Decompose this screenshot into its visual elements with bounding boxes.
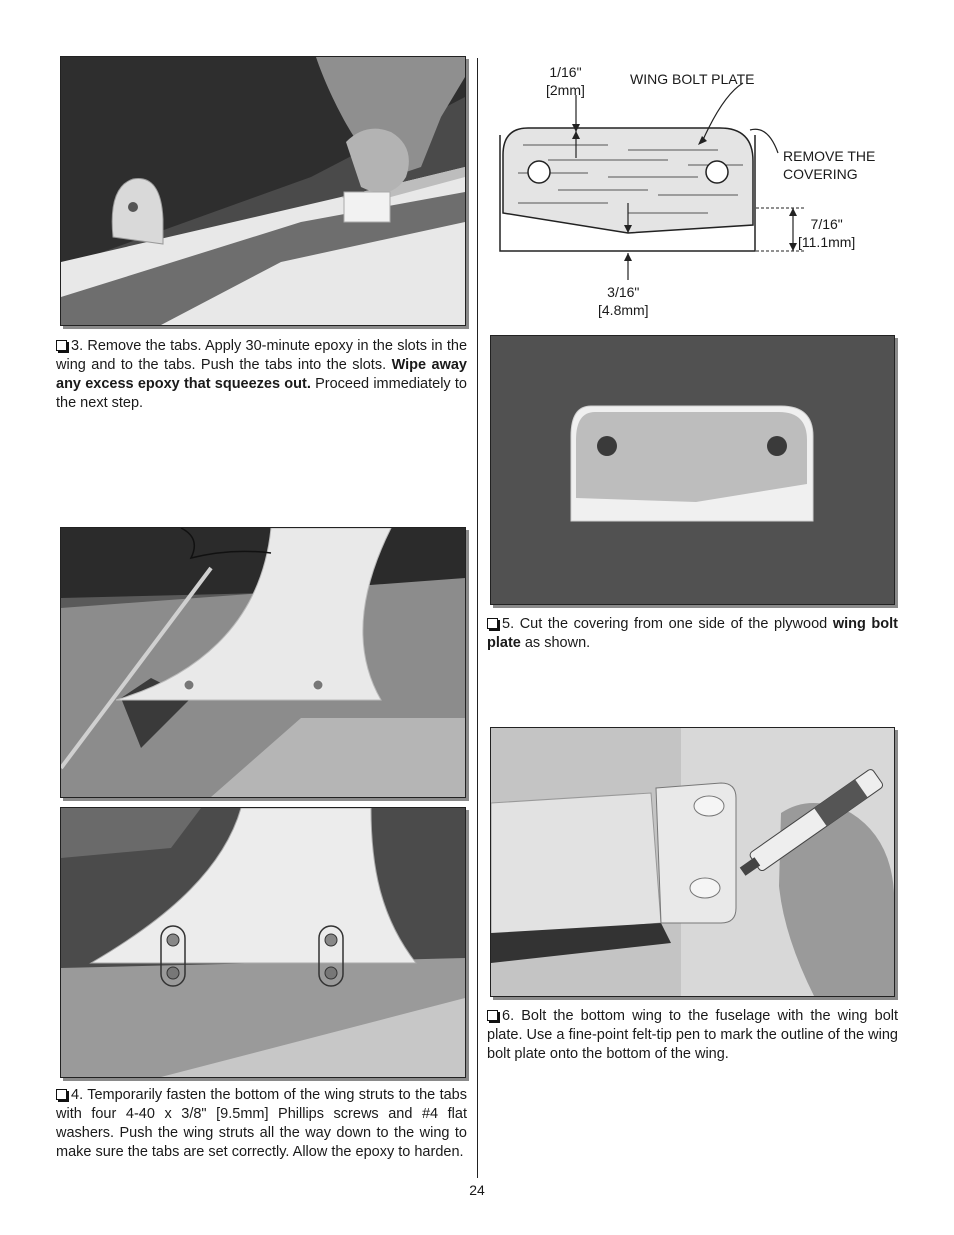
step-6-text: 6. Bolt the bottom wing to the fuselage with the wing bolt plate. Use a fine-point felt-tip pen to mark the outline of the wing bolt plate onto the bottom of the wing. — [487, 1008, 899, 1062]
step-3-checkbox[interactable] — [56, 340, 67, 351]
bolt-hole-left — [528, 161, 550, 183]
dim-right-label: 7/16" [11.1mm] — [798, 216, 856, 250]
step-5-checkbox[interactable] — [487, 618, 498, 629]
page-number: 24 — [469, 1182, 485, 1198]
step-3-text: 3. Remove the tabs. Apply 30-minute epoxy in the slots in the wing and to the tabs. Push the tabs into the slots. Wipe away any excess epoxy that squeezes out. Proceed immediately to the next step. — [56, 338, 468, 411]
diagram-title: WING BOLT PLATE — [630, 71, 755, 87]
photo-strut-on-wing — [60, 527, 466, 798]
remove-covering-label: REMOVE THE COVERING — [783, 148, 876, 182]
step-5-text: 5. Cut the covering from one side of the plywood wing bolt plate as shown. — [487, 616, 898, 651]
step-6-checkbox[interactable] — [487, 1010, 498, 1021]
bolt-hole-right — [706, 161, 728, 183]
column-divider — [477, 58, 478, 1178]
photo-marking-outline — [490, 727, 895, 997]
dim-top-label: 1/16" [2mm] — [546, 64, 585, 98]
step-4-text: 4. Temporarily fasten the bottom of the wing struts to the tabs with four 4-40 x 3/8" [9.5mm] Phillips screws and #4 flat washers. Push the wing struts all the way down to the wing to make sure the tabs are set correctly. Allow the epoxy to harden. — [56, 1087, 467, 1160]
wing-bolt-plate-diagram — [488, 55, 908, 330]
photo-strut-closeup — [60, 807, 466, 1078]
dim-bottom-label: 3/16" [4.8mm] — [598, 284, 649, 318]
step-4-checkbox[interactable] — [56, 1089, 67, 1100]
photo-tab-insertion — [60, 56, 466, 326]
photo-wing-bolt-plate — [490, 335, 895, 605]
